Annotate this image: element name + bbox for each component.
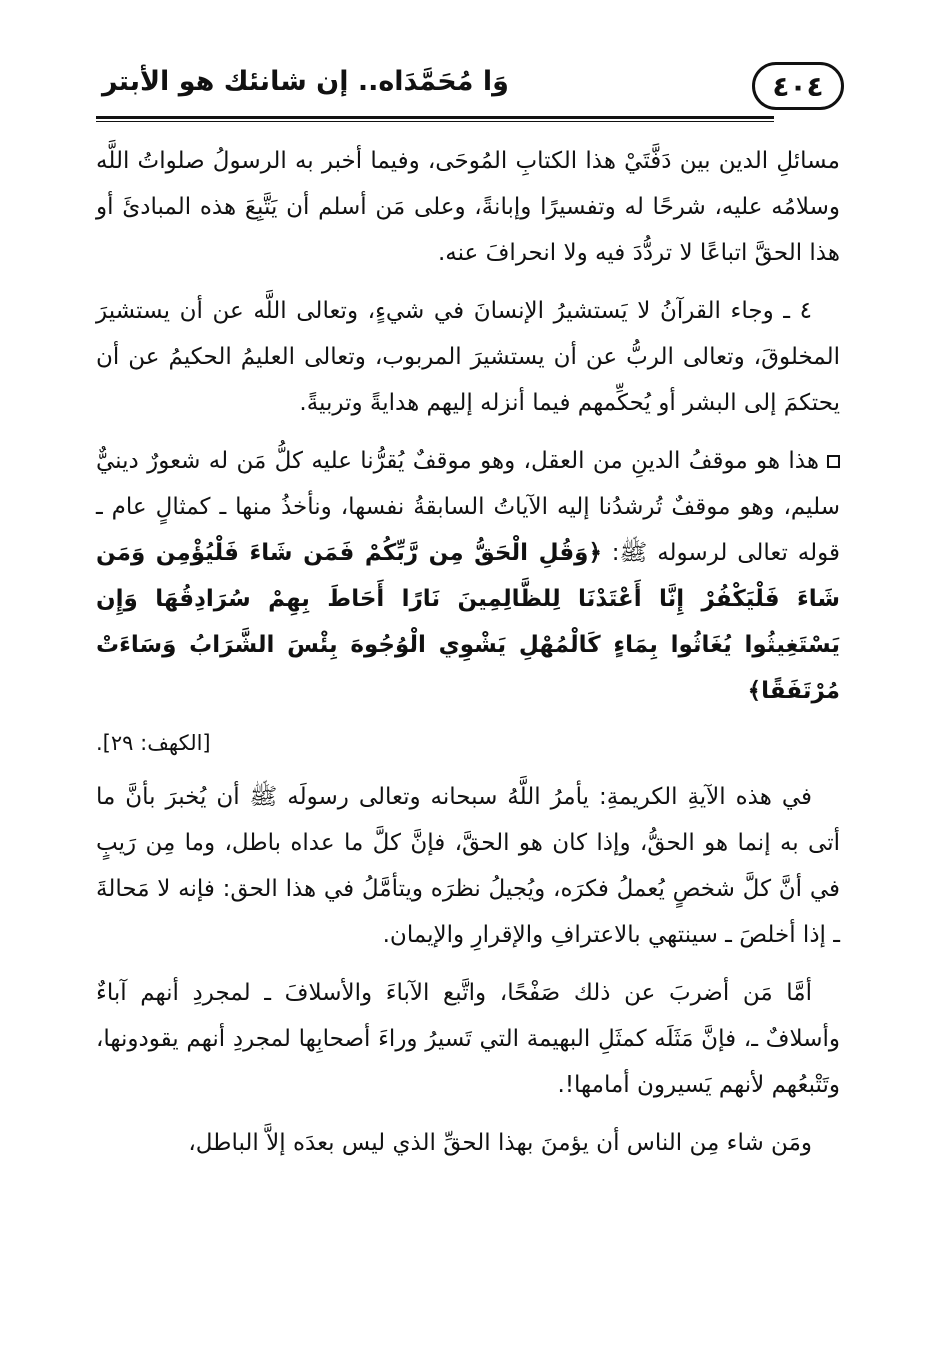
quran-verse: ﴿وَقُلِ الْحَقُّ مِن رَّبِّكُمْ فَمَن شَاءَ فَلْيُؤْمِن وَمَن شَاءَ فَلْيَكْفُرْ إِنَّا أَعْتَدْنَا لِلظَّالِمِينَ نَارًا أَحَاطَ بِهِمْ سُرَادِقُهَا وَإِن يَسْتَغِيثُوا يُغَاثُوا بِمَاءٍ كَالْمُهْلِ يَشْوِي الْوُجُوهَ بِئْسَ الشَّرَابُ وَسَاءَتْ مُرْتَفَقًا﴾ bbox=[96, 540, 840, 704]
paragraph: أمَّا مَن أضربَ عن ذلك صَفْحًا، واتَّبع الآباءَ والأسلافَ ـ لمجردِ أنهم آباءٌ وأسلافٌ ـ، فإنَّ مَثَلَه كمثَلِ البهيمة التي تَسيرُ وراءَ أصحابِها لمجردِ أنهم يقودونها، وتَتْبعُهم لأنهم يَسيرون أمامها!. bbox=[96, 980, 840, 1098]
body-text bbox=[96, 138, 840, 1178]
paragraph: ومَن شاء مِن الناس أن يؤمنَ بهذا الحقِّ الذي ليس بعدَه إلاَّ الباطل، bbox=[188, 1130, 812, 1156]
page-header bbox=[96, 60, 844, 122]
header-rule bbox=[96, 116, 774, 119]
verse-citation: [الكهف: ٢٩]. bbox=[96, 731, 211, 755]
paragraph-with-verse bbox=[96, 438, 840, 714]
paragraph-lead: هذا هو موقفُ الدينِ من العقل، وهو موقفٌ يُقرُّنا عليه كلُّ مَن له شعورٌ دينيٌّ سليم، وهو موقفٌ تُرشدُنا إليه الآياتُ السابقةُ نفسها، ونأخذُ منها ـ كمثالٍ عام ـ قوله تعالى لرسوله ﷺ: bbox=[96, 448, 840, 566]
header-rule-thin bbox=[96, 121, 774, 122]
paragraph: مسائلِ الدين بين دَفَّتَيْ هذا الكتابِ المُوحَى، وفيما أخبر به الرسولُ صلواتُ اللَّه وسلامُه عليه، شرحًا له وتفسيرًا وإبانةً، وعلى مَن أسلم أن يَتَّبِعَ هذه المبادئَ أو هذا الحقَّ اتباعًا لا تردُّدَ فيه ولا انحرافَ عنه. bbox=[96, 148, 840, 266]
square-bullet-icon bbox=[827, 455, 840, 468]
paragraph: في هذه الآيةِ الكريمةِ: يأمرُ اللَّهُ سبحانه وتعالى رسولَه ﷺ أن يُخبرَ بأنَّ ما أتى به إنما هو الحقُّ، وإذا كان هو الحقَّ، فإنَّ كلَّ ما عداه باطل، وما مِن رَيبٍ في أنَّ كلَّ شخصٍ يُعملُ فكرَه، ويُجيلُ نظرَه ويتأمَّلُ في هذا الحق: فإنه لا مَحالةَ ـ إذا أخلصَ ـ سينتهي بالاعترافِ والإقرارِ والإيمان. bbox=[96, 784, 840, 948]
running-title: وَا مُحَمَّدَاه.. إن شانئك هو الأبتر bbox=[102, 66, 509, 97]
page-number: ٤٠٤ bbox=[752, 62, 844, 110]
paragraph: ٤ ـ وجاء القرآنُ لا يَستشيرُ الإنسانَ في شيءٍ، وتعالى اللَّه عن أن يستشيرَ المخلوقَ، وتعالى الربُّ عن أن يستشيرَ المربوب، وتعالى العليمُ الحكيمُ عن أن يحتكمَ إلى البشر أو يُحكِّمهم فيما أنزله إليهم هدايةً وتربيةً. bbox=[96, 298, 840, 416]
